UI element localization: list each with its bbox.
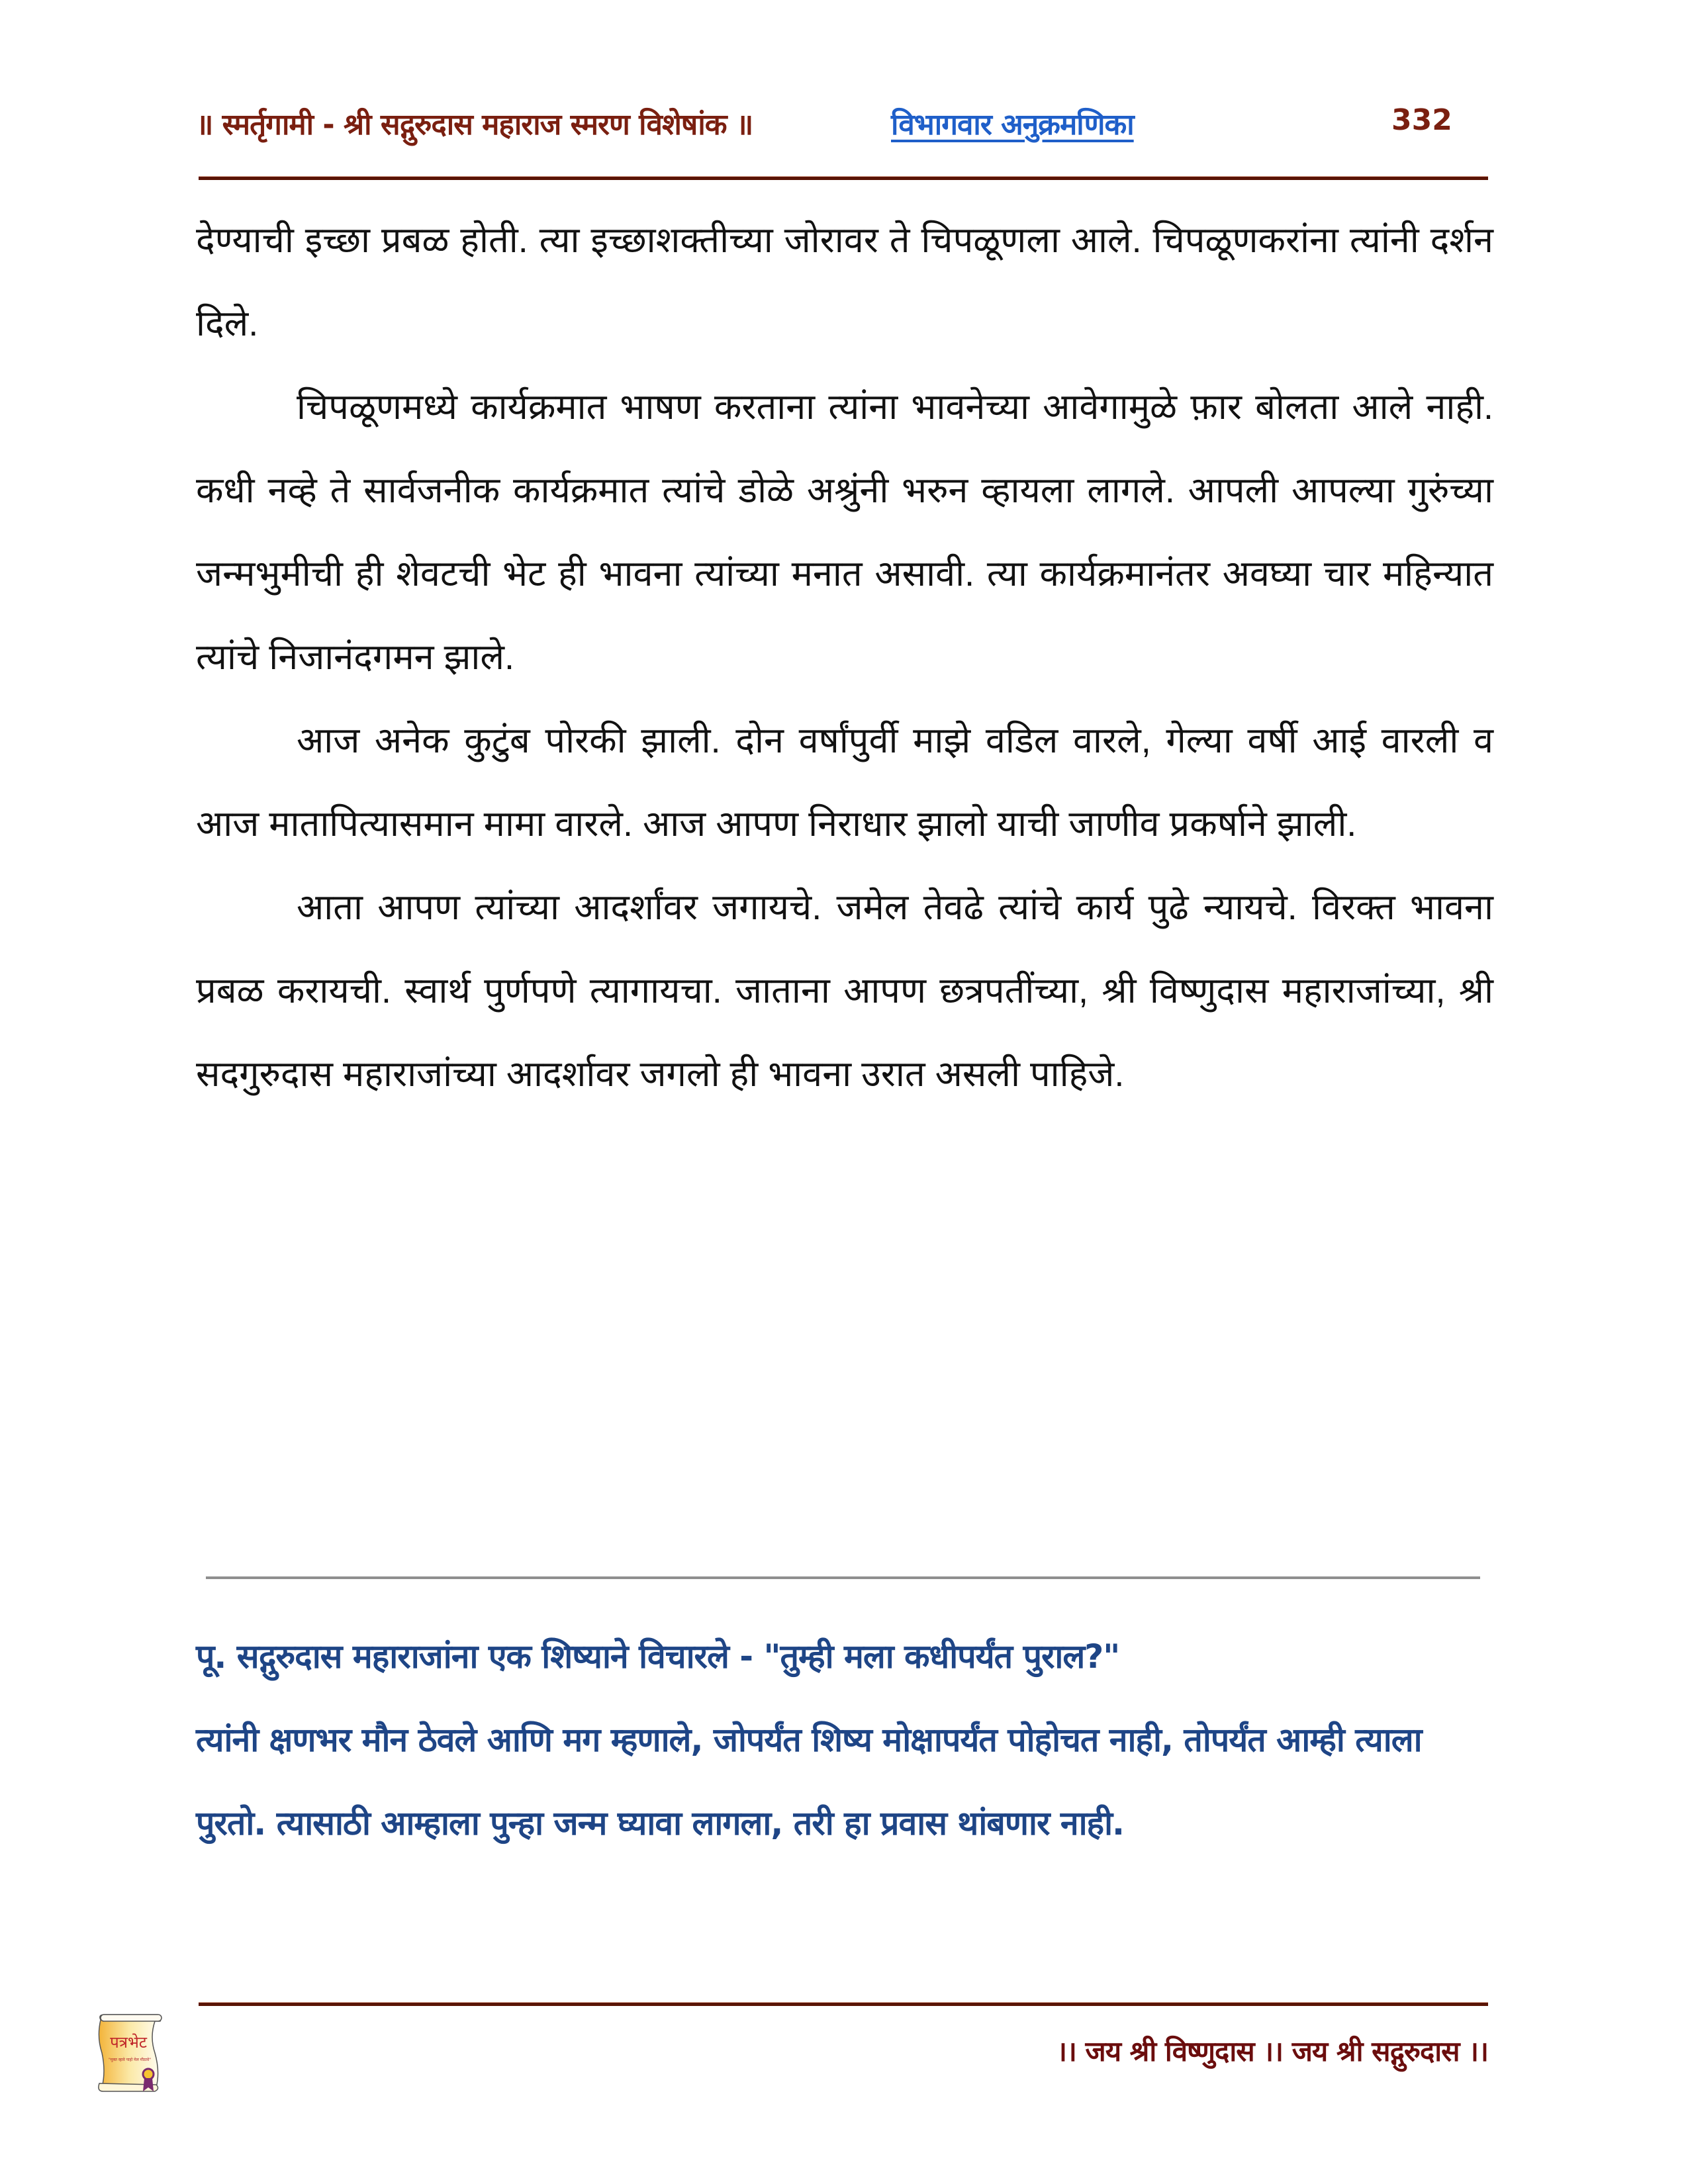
page-header bbox=[196, 99, 1485, 152]
svg-text:"मुक्त व्हावे पाहो मेल मीठावे": "मुक्त व्हावे पाहो मेल मीठावे" bbox=[108, 2058, 152, 2062]
highlight-quote bbox=[196, 1615, 1493, 1865]
paragraph: देण्याची इच्छा प्रबळ होती. त्या इच्छाशक्तीच्या जोरावर ते चिपळूणला आले. चिपळूणकरांना त्यांनी दर्शन दिले. bbox=[196, 220, 1493, 343]
patrabhet-logo[interactable] bbox=[91, 2011, 168, 2095]
footer-divider bbox=[199, 2002, 1488, 2006]
scroll-icon bbox=[91, 2011, 168, 2095]
header-title: ॥ स्मर्तृगामी - श्री सद्गुरुदास महाराज स्मरण विशेषांक ॥ bbox=[196, 108, 753, 142]
page-number: 332 bbox=[1391, 103, 1452, 137]
quote-line: त्यांनी क्षणभर मौन ठेवले आणि मग म्हणाले, जोपर्यंत शिष्य मोक्षापर्यंत पोहोचत नाही, तोपर्यंत आम्ही त्याला पुरतो. त्यासाठी आम्हाला पुन्हा जन्म घ्यावा लागला, तरी हा प्रवास थांबणार नाही. bbox=[196, 1721, 1422, 1843]
section-index-link[interactable]: विभागवार अनुक्रमणिका bbox=[891, 108, 1134, 142]
paragraph: आता आपण त्यांच्या आदर्शांवर जगायचे. जमेल तेवढे त्यांचे कार्य पुढे न्यायचे. विरक्त भावना प्रबळ करायची. स्वार्थ पुर्णपणे त्यागायचा. जाताना आपण छत्रपतींच्या, श्री विष्णुदास महाराजांच्या, श्री सदगुरुदास महाराजांच्या आदर्शावर जगलो ही भावना उरात असली पाहिजे. bbox=[196, 887, 1493, 1094]
svg-text:पत्रभेट: पत्रभेट bbox=[110, 2033, 147, 2052]
section-divider bbox=[206, 1576, 1480, 1579]
paragraph: चिपळूणमध्ये कार्यक्रमात भाषण करताना त्यांना भावनेच्या आवेगामुळे फ़ार बोलता आले नाही. कधी नव्हे ते सार्वजनीक कार्यक्रमात त्यांचे डोळे अश्रुंनी भरुन व्हायला लागले. आपली आपल्या गुरुंच्या जन्मभुमीची ही शेवटची भेट ही भावना त्यांच्या मनात असावी. त्या कार्यक्रमानंतर अवघ्या चार महिन्यात त्यांचे निजानंदगमन झाले. bbox=[196, 387, 1493, 677]
quote-line: पू. सद्गुरुदास महाराजांना एक शिष्याने विचारले - "तुम्ही मला कधीपर्यंत पुराल?" bbox=[196, 1637, 1120, 1676]
paragraph: आज अनेक कुटुंब पोरकी झाली. दोन वर्षांपुर्वी माझे वडिल वारले, गेल्या वर्षी आई वारली व आज मातापित्यासमान मामा वारले. आज आपण निराधार झालो याची जाणीव प्रकर्षाने झाली. bbox=[196, 721, 1493, 844]
footer-motto: ।। जय श्री विष्णुदास ।। जय श्री सद्गुरुदास ।। bbox=[1056, 2035, 1488, 2068]
header-divider bbox=[199, 176, 1488, 180]
article-body bbox=[196, 199, 1493, 1116]
